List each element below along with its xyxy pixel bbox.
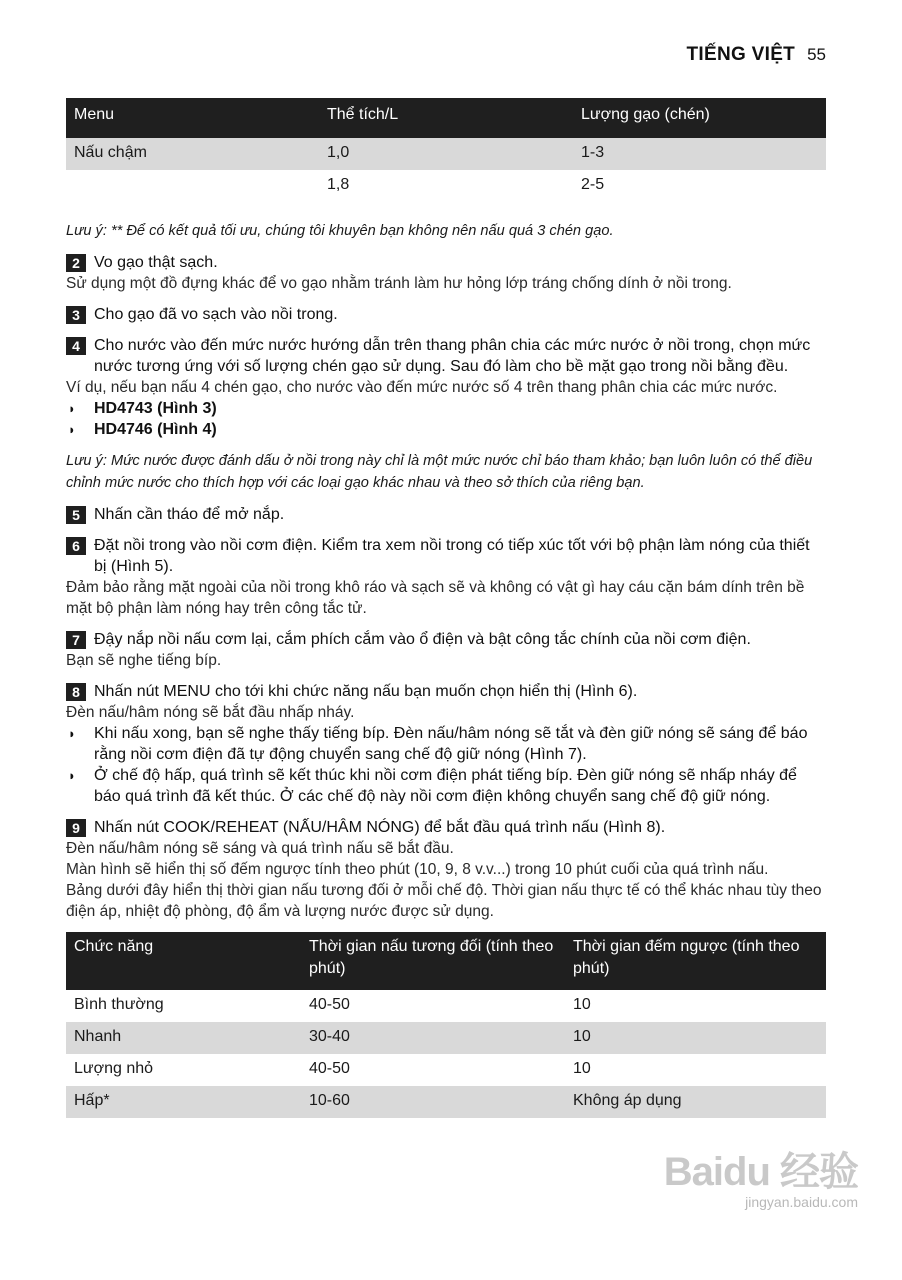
note-rice-amount: Lưu ý: ** Để có kết quả tối ưu, chúng tôi khuyên bạn không nên nấu quá 3 chén gạo. — [66, 223, 614, 239]
list-item-text: HD4743 (Hình 3) — [94, 400, 217, 417]
table-cell — [66, 170, 319, 202]
table-cell: 30-40 — [301, 1022, 565, 1054]
cooking-time-table — [66, 932, 826, 1118]
step-description: Đèn nấu/hâm nóng sẽ sáng và quá trình nấu sẽ bắt đầu. — [66, 840, 454, 857]
table-cell: Hấp* — [66, 1086, 301, 1118]
step-description: Đảm bảo rằng mặt ngoài của nồi trong khô ráo và sạch sẽ và không có vật gì hay cáu cặn bám dính trên bề mặt bộ phận làm nóng hay trên công tắc tử. — [66, 579, 805, 617]
table-cell: 10 — [573, 1060, 591, 1077]
step-2 — [66, 252, 826, 273]
table-cell: 1,0 — [319, 138, 573, 170]
table-header-cell: Menu — [66, 98, 319, 138]
baidu-watermark — [664, 1150, 858, 1210]
step-number: 9 — [66, 819, 86, 837]
table-header-row — [66, 98, 826, 138]
table-cell: 10-60 — [301, 1086, 565, 1118]
table-cell: Lượng nhỏ — [74, 1060, 154, 1077]
watermark-logo: Baidu 经验 — [663, 1150, 858, 1194]
header-language: TIẾNG VIỆT — [686, 44, 796, 65]
step-8 — [66, 681, 826, 702]
list-item — [66, 765, 826, 807]
step-number: 5 — [66, 506, 86, 524]
table-header-cell: Thể tích/L — [319, 98, 573, 138]
step-title: Nhấn nút MENU cho tới khi chức năng nấu bạn muốn chọn hiển thị (Hình 6). — [94, 683, 638, 700]
step-7 — [66, 629, 826, 650]
table-cell: 40-50 — [309, 996, 350, 1013]
table-header-cell: Lượng gạo (chén) — [573, 98, 826, 138]
triangle-bullet-icon: ◗ — [68, 768, 76, 783]
table-header-cell: Thời gian đếm ngược (tính theo phút) — [565, 932, 826, 990]
step-description: Sử dụng một đồ đựng khác để vo gạo nhằm tránh làm hư hỏng lớp tráng chống dính ở nồi trong. — [66, 275, 732, 292]
table-cell: 40-50 — [309, 1060, 350, 1077]
step-5 — [66, 504, 826, 525]
step-description: Đèn nấu/hâm nóng sẽ bắt đầu nhấp nháy. — [66, 704, 355, 721]
step-4 — [66, 335, 826, 377]
table-row — [66, 1022, 826, 1054]
step-description: Màn hình sẽ hiển thị số đếm ngược tính theo phút (10, 9, 8 v.v...) trong 10 phút cuối của quá trình nấu. — [66, 861, 769, 878]
step-number: 4 — [66, 337, 86, 355]
table-row — [66, 1054, 826, 1086]
step-title: Đặt nồi trong vào nồi cơm điện. Kiểm tra xem nồi trong có tiếp xúc tốt với bộ phận làm nóng của thiết bị (Hình 5). — [94, 537, 810, 575]
triangle-bullet-icon: ◗ — [68, 726, 76, 741]
table-cell: Nấu chậm — [66, 138, 319, 170]
list-item — [66, 398, 826, 419]
instructions — [66, 220, 826, 1118]
triangle-bullet-icon: ◗ — [68, 401, 76, 416]
list-item — [66, 723, 826, 765]
triangle-bullet-icon: ◗ — [68, 422, 76, 437]
table-cell: 1,8 — [327, 176, 350, 193]
table-cell: Bình thường — [74, 996, 164, 1013]
step-description: Ví dụ, nếu bạn nấu 4 chén gạo, cho nước vào đến mức nước số 4 trên thang phân chia các mức nước. — [66, 379, 778, 396]
table-row — [66, 138, 826, 170]
step-title: Cho gạo đã vo sạch vào nồi trong. — [94, 306, 338, 323]
step-number: 2 — [66, 254, 86, 272]
step-9 — [66, 817, 826, 838]
step-number: 6 — [66, 537, 86, 555]
table-row — [66, 170, 826, 202]
step-title: Cho nước vào đến mức nước hướng dẫn trên thang phân chia các mức nước ở nồi trong, chọn mức nước tương ứng với số lượng chén gạo sử dụng. Sau đó làm cho bề mặt gạo trong nồi bằng đều. — [94, 337, 811, 375]
step-number: 3 — [66, 306, 86, 324]
table-cell: Nhanh — [66, 1022, 301, 1054]
step-title: Nhấn nút COOK/REHEAT (NẤU/HÂM NÓNG) để bắt đầu quá trình nấu (Hình 8). — [94, 819, 666, 836]
table-cell: Không áp dụng — [565, 1086, 826, 1118]
rice-volume-table — [66, 98, 826, 202]
page-header — [687, 44, 827, 66]
table-row — [66, 1086, 826, 1118]
table-cell: 1-3 — [573, 138, 826, 170]
step-title: Nhấn cần tháo để mở nắp. — [94, 506, 285, 523]
table-header-cell: Chức năng — [66, 932, 301, 990]
list-item-text: HD4746 (Hình 4) — [94, 421, 217, 438]
list-item-text: Khi nấu xong, bạn sẽ nghe thấy tiếng bíp. Đèn nấu/hâm nóng sẽ tắt và đèn giữ nóng sẽ sáng để báo rằng nồi cơm điện đã tự động chuyển sang chế độ giữ nóng (Hình 7). — [94, 725, 808, 763]
step-6 — [66, 535, 826, 577]
note-water-level: Lưu ý: Mức nước được đánh dấu ở nồi trong này chỉ là một mức nước chỉ báo tham khảo; bạn luôn luôn có thể điều chỉnh mức nước cho thích hợp với các loại gạo khác nhau và theo sở thích của riêng bạn. — [66, 453, 813, 491]
table-cell: 10 — [573, 996, 591, 1013]
table-cell: 10 — [565, 1022, 826, 1054]
step-title: Vo gạo thật sạch. — [94, 254, 218, 271]
step-description: Bảng dưới đây hiển thị thời gian nấu tương đối ở mỗi chế độ. Thời gian nấu thực tế có thể khác nhau tùy theo điện áp, nhiệt độ phòng, độ ẩm và lượng nước được sử dụng. — [66, 882, 822, 920]
watermark-url: jingyan.baidu.com — [745, 1194, 858, 1210]
step-3 — [66, 304, 826, 325]
step-number: 7 — [66, 631, 86, 649]
step-number: 8 — [66, 683, 86, 701]
list-item — [66, 419, 826, 440]
step-description: Bạn sẽ nghe tiếng bíp. — [66, 652, 222, 669]
table-header-cell: Thời gian nấu tương đối (tính theo phút) — [301, 932, 565, 990]
step-title: Đậy nắp nồi nấu cơm lại, cắm phích cắm vào ổ điện và bật công tắc chính của nồi cơm điện. — [94, 631, 751, 648]
table-header-row — [66, 932, 826, 990]
page-number: 55 — [807, 45, 826, 64]
table-row — [66, 990, 826, 1022]
table-cell: 2-5 — [581, 176, 605, 193]
list-item-text: Ở chế độ hấp, quá trình sẽ kết thúc khi nồi cơm điện phát tiếng bíp. Đèn giữ nóng sẽ nhấp nháy để báo quá trình đã kết thúc. Ở các chế độ này nồi cơm điện không chuyển sang chế độ giữ nóng. — [94, 767, 797, 805]
